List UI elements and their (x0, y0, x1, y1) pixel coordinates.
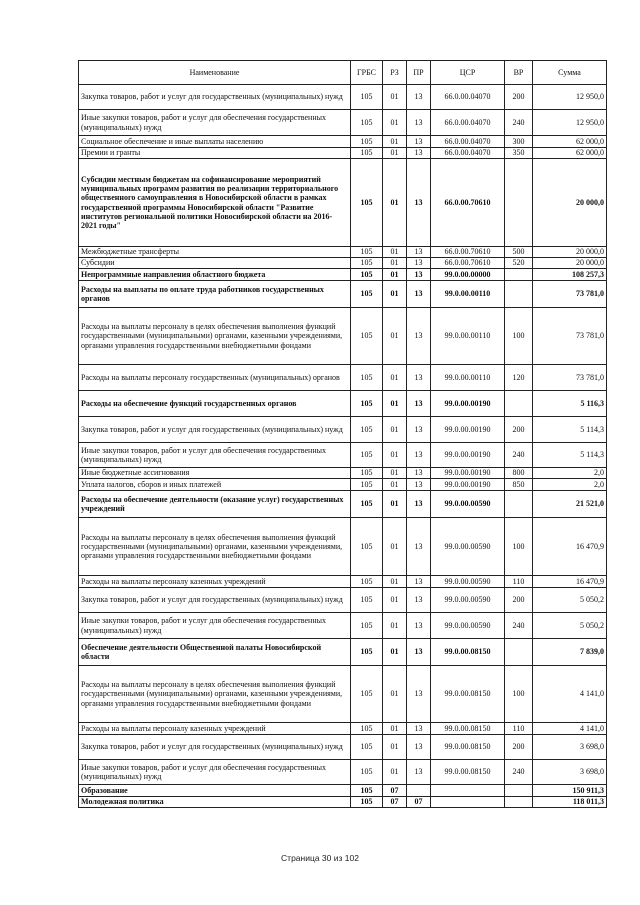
row-name: Расходы на выплаты персоналу в целях обеспечения выполнения функций государственными (муниципальными) органами, казенными учреждениями, органами управления государственными внебюджетными фондами (79, 518, 351, 576)
row-sum: 3 698,0 (533, 760, 607, 785)
row-sum: 20 000,0 (533, 247, 607, 258)
row-name: Иные закупки товаров, работ и услуг для обеспечения государственных (муниципальных) нужд (79, 110, 351, 136)
row-grbs: 105 (351, 468, 383, 479)
budget-table (78, 60, 607, 808)
row-rz: 01 (383, 269, 407, 281)
row-grbs: 105 (351, 576, 383, 588)
row-vr: 200 (505, 85, 533, 110)
row-sum: 12 950,0 (533, 85, 607, 110)
row-grbs: 105 (351, 258, 383, 269)
table-row (79, 760, 607, 785)
table-row (79, 613, 607, 639)
row-csr: 99.0.00.00590 (431, 613, 505, 639)
row-grbs: 105 (351, 417, 383, 443)
row-grbs: 105 (351, 281, 383, 308)
row-pr: 13 (407, 308, 431, 365)
row-sum: 16 470,9 (533, 518, 607, 576)
row-vr: 100 (505, 518, 533, 576)
row-pr: 13 (407, 639, 431, 666)
row-csr: 99.0.00.00590 (431, 576, 505, 588)
row-csr (431, 785, 505, 797)
row-grbs: 105 (351, 760, 383, 785)
row-rz: 01 (383, 417, 407, 443)
row-name: Субсидии (79, 258, 351, 269)
row-rz: 01 (383, 247, 407, 258)
row-csr: 66.0.00.04070 (431, 110, 505, 136)
row-vr: 110 (505, 576, 533, 588)
row-vr: 240 (505, 110, 533, 136)
row-rz: 01 (383, 576, 407, 588)
row-rz: 01 (383, 159, 407, 247)
row-rz: 01 (383, 148, 407, 159)
row-rz: 01 (383, 723, 407, 735)
row-csr: 66.0.00.70610 (431, 159, 505, 247)
row-rz: 01 (383, 443, 407, 468)
row-vr (505, 639, 533, 666)
row-pr: 13 (407, 269, 431, 281)
table-row (79, 479, 607, 491)
row-pr: 13 (407, 85, 431, 110)
row-pr: 13 (407, 613, 431, 639)
row-grbs: 105 (351, 588, 383, 613)
row-csr: 99.0.00.00590 (431, 491, 505, 518)
table-row (79, 159, 607, 247)
row-grbs: 105 (351, 136, 383, 148)
row-grbs: 105 (351, 148, 383, 159)
table-row (79, 136, 607, 148)
table-row (79, 247, 607, 258)
table-header-row (79, 61, 607, 85)
row-name: Закупка товаров, работ и услуг для государственных (муниципальных) нужд (79, 588, 351, 613)
table-row (79, 365, 607, 391)
row-vr: 120 (505, 365, 533, 391)
table-row (79, 308, 607, 365)
row-grbs: 105 (351, 391, 383, 417)
row-csr: 66.0.00.04070 (431, 148, 505, 159)
row-rz: 01 (383, 479, 407, 491)
row-sum: 2,0 (533, 468, 607, 479)
col-header-csr: ЦСР (431, 61, 505, 85)
row-rz: 01 (383, 639, 407, 666)
row-vr (505, 391, 533, 417)
row-grbs: 105 (351, 518, 383, 576)
row-rz: 01 (383, 518, 407, 576)
table-row (79, 468, 607, 479)
row-csr: 99.0.00.00590 (431, 588, 505, 613)
row-name: Образование (79, 785, 351, 797)
row-vr: 100 (505, 308, 533, 365)
row-grbs: 105 (351, 159, 383, 247)
row-csr: 99.0.00.00190 (431, 479, 505, 491)
row-pr: 13 (407, 391, 431, 417)
row-vr: 800 (505, 468, 533, 479)
row-rz: 01 (383, 735, 407, 760)
row-sum: 150 911,3 (533, 785, 607, 797)
table-row (79, 110, 607, 136)
row-csr: 99.0.00.00190 (431, 468, 505, 479)
row-csr: 66.0.00.70610 (431, 247, 505, 258)
row-name: Расходы на выплаты по оплате труда работников государственных органов (79, 281, 351, 308)
row-vr: 240 (505, 613, 533, 639)
col-header-vr: ВР (505, 61, 533, 85)
table-row (79, 797, 607, 808)
row-sum: 5 114,3 (533, 443, 607, 468)
row-sum: 2,0 (533, 479, 607, 491)
row-rz: 01 (383, 491, 407, 518)
row-name: Расходы на выплаты персоналу в целях обеспечения выполнения функций государственными (муниципальными) органами, казенными учреждениями, органами управления государственными внебюджетными фондами (79, 666, 351, 723)
row-grbs: 105 (351, 785, 383, 797)
row-name: Иные закупки товаров, работ и услуг для обеспечения государственных (муниципальных) нужд (79, 443, 351, 468)
table-row (79, 666, 607, 723)
row-grbs: 105 (351, 269, 383, 281)
row-pr: 13 (407, 479, 431, 491)
row-vr: 240 (505, 760, 533, 785)
table-row (79, 258, 607, 269)
row-rz: 01 (383, 365, 407, 391)
col-header-name: Наименование (79, 61, 351, 85)
row-pr (407, 785, 431, 797)
row-pr: 13 (407, 588, 431, 613)
row-pr: 13 (407, 491, 431, 518)
row-sum: 108 257,3 (533, 269, 607, 281)
row-grbs: 105 (351, 308, 383, 365)
row-rz: 01 (383, 588, 407, 613)
row-csr: 99.0.00.08150 (431, 639, 505, 666)
table-row (79, 639, 607, 666)
row-name: Межбюджетные трансферты (79, 247, 351, 258)
row-pr: 13 (407, 365, 431, 391)
row-rz: 01 (383, 613, 407, 639)
row-name: Молодежная политика (79, 797, 351, 808)
row-pr: 13 (407, 281, 431, 308)
row-vr: 520 (505, 258, 533, 269)
row-pr: 13 (407, 247, 431, 258)
row-name: Социальное обеспечение и иные выплаты населению (79, 136, 351, 148)
row-name: Закупка товаров, работ и услуг для государственных (муниципальных) нужд (79, 735, 351, 760)
table-row (79, 148, 607, 159)
row-csr: 99.0.00.00190 (431, 417, 505, 443)
row-sum: 5 114,3 (533, 417, 607, 443)
row-rz: 01 (383, 258, 407, 269)
row-grbs: 105 (351, 735, 383, 760)
row-csr: 99.0.00.00110 (431, 308, 505, 365)
row-rz: 07 (383, 797, 407, 808)
table-row (79, 85, 607, 110)
row-vr: 500 (505, 247, 533, 258)
row-name: Расходы на выплаты персоналу казенных учреждений (79, 723, 351, 735)
col-header-grbs: ГРБС (351, 61, 383, 85)
row-csr: 99.0.00.00590 (431, 518, 505, 576)
row-csr: 99.0.00.00110 (431, 281, 505, 308)
row-pr: 13 (407, 258, 431, 269)
row-rz: 07 (383, 785, 407, 797)
col-header-rz: РЗ (383, 61, 407, 85)
row-vr (505, 491, 533, 518)
row-csr: 99.0.00.08150 (431, 760, 505, 785)
row-sum: 5 116,3 (533, 391, 607, 417)
row-sum: 20 000,0 (533, 159, 607, 247)
row-rz: 01 (383, 110, 407, 136)
row-sum: 5 050,2 (533, 613, 607, 639)
row-pr: 13 (407, 148, 431, 159)
row-name: Расходы на обеспечение деятельности (оказание услуг) государственных учреждений (79, 491, 351, 518)
row-pr: 13 (407, 417, 431, 443)
row-vr: 850 (505, 479, 533, 491)
row-vr (505, 269, 533, 281)
row-sum: 5 050,2 (533, 588, 607, 613)
row-csr: 99.0.00.00110 (431, 365, 505, 391)
row-name: Обеспечение деятельности Общественной палаты Новосибирской области (79, 639, 351, 666)
row-pr: 13 (407, 723, 431, 735)
table-row (79, 588, 607, 613)
row-pr: 07 (407, 797, 431, 808)
table-row (79, 785, 607, 797)
row-rz: 01 (383, 136, 407, 148)
row-csr: 99.0.00.08150 (431, 735, 505, 760)
row-csr: 99.0.00.08150 (431, 666, 505, 723)
table-row (79, 269, 607, 281)
row-sum: 20 000,0 (533, 258, 607, 269)
row-pr: 13 (407, 468, 431, 479)
row-vr: 100 (505, 666, 533, 723)
row-vr: 110 (505, 723, 533, 735)
row-vr: 200 (505, 735, 533, 760)
row-name: Уплата налогов, сборов и иных платежей (79, 479, 351, 491)
row-csr: 99.0.00.00190 (431, 443, 505, 468)
row-rz: 01 (383, 468, 407, 479)
row-pr: 13 (407, 110, 431, 136)
table-row (79, 735, 607, 760)
budget-sheet (78, 60, 606, 808)
row-rz: 01 (383, 85, 407, 110)
row-vr: 350 (505, 148, 533, 159)
row-vr: 240 (505, 443, 533, 468)
row-rz: 01 (383, 391, 407, 417)
row-name: Расходы на выплаты персоналу государственных (муниципальных) органов (79, 365, 351, 391)
row-csr: 66.0.00.70610 (431, 258, 505, 269)
row-grbs: 105 (351, 797, 383, 808)
row-name: Непрограммные направления областного бюджета (79, 269, 351, 281)
row-csr (431, 797, 505, 808)
row-csr: 99.0.00.00190 (431, 391, 505, 417)
row-name: Иные закупки товаров, работ и услуг для обеспечения государственных (муниципальных) нужд (79, 613, 351, 639)
row-name: Субсидии местным бюджетам на софинансирование мероприятий муниципальных программ развития по реализации территориального общественного самоуправления в Новосибирской области в рамках государственной программы Новосибирской области "Развитие институтов региональной политики Новосибирской области на 2016-2021 годы" (79, 159, 351, 247)
row-rz: 01 (383, 666, 407, 723)
row-pr: 13 (407, 666, 431, 723)
row-pr: 13 (407, 518, 431, 576)
row-grbs: 105 (351, 247, 383, 258)
row-sum: 62 000,0 (533, 148, 607, 159)
row-rz: 01 (383, 308, 407, 365)
row-grbs: 105 (351, 365, 383, 391)
row-name: Расходы на обеспечение функций государственных органов (79, 391, 351, 417)
row-sum: 12 950,0 (533, 110, 607, 136)
row-pr: 13 (407, 576, 431, 588)
row-sum: 21 521,0 (533, 491, 607, 518)
row-name: Закупка товаров, работ и услуг для государственных (муниципальных) нужд (79, 417, 351, 443)
table-row (79, 491, 607, 518)
row-sum: 16 470,9 (533, 576, 607, 588)
row-sum: 73 781,0 (533, 308, 607, 365)
row-sum: 7 839,0 (533, 639, 607, 666)
row-name: Расходы на выплаты персоналу в целях обеспечения выполнения функций государственными (муниципальными) органами, казенными учреждениями, органами управления государственными внебюджетными фондами (79, 308, 351, 365)
table-row (79, 417, 607, 443)
row-sum: 118 011,3 (533, 797, 607, 808)
table-row (79, 391, 607, 417)
row-pr: 13 (407, 760, 431, 785)
row-sum: 4 141,0 (533, 723, 607, 735)
table-row (79, 281, 607, 308)
row-rz: 01 (383, 281, 407, 308)
row-csr: 99.0.00.00000 (431, 269, 505, 281)
row-name: Иные закупки товаров, работ и услуг для обеспечения государственных (муниципальных) нужд (79, 760, 351, 785)
row-grbs: 105 (351, 110, 383, 136)
row-grbs: 105 (351, 85, 383, 110)
row-pr: 13 (407, 159, 431, 247)
row-pr: 13 (407, 136, 431, 148)
row-grbs: 105 (351, 491, 383, 518)
row-grbs: 105 (351, 479, 383, 491)
row-rz: 01 (383, 760, 407, 785)
col-header-pr: ПР (407, 61, 431, 85)
row-grbs: 105 (351, 639, 383, 666)
row-vr (505, 785, 533, 797)
row-vr (505, 797, 533, 808)
page-number: Страница 30 из 102 (281, 853, 359, 863)
row-sum: 4 141,0 (533, 666, 607, 723)
col-header-sum: Сумма (533, 61, 607, 85)
row-name: Закупка товаров, работ и услуг для государственных (муниципальных) нужд (79, 85, 351, 110)
row-vr (505, 281, 533, 308)
row-sum: 3 698,0 (533, 735, 607, 760)
row-vr (505, 159, 533, 247)
row-name: Премии и гранты (79, 148, 351, 159)
row-name: Расходы на выплаты персоналу казенных учреждений (79, 576, 351, 588)
row-vr: 300 (505, 136, 533, 148)
row-name: Иные бюджетные ассигнования (79, 468, 351, 479)
table-row (79, 443, 607, 468)
row-sum: 73 781,0 (533, 281, 607, 308)
row-csr: 66.0.00.04070 (431, 136, 505, 148)
row-vr: 200 (505, 417, 533, 443)
row-csr: 99.0.00.08150 (431, 723, 505, 735)
table-row (79, 576, 607, 588)
row-pr: 13 (407, 735, 431, 760)
table-row (79, 518, 607, 576)
row-grbs: 105 (351, 723, 383, 735)
table-row (79, 723, 607, 735)
row-grbs: 105 (351, 666, 383, 723)
row-grbs: 105 (351, 443, 383, 468)
row-sum: 73 781,0 (533, 365, 607, 391)
row-vr: 200 (505, 588, 533, 613)
row-sum: 62 000,0 (533, 136, 607, 148)
row-csr: 66.0.00.04070 (431, 85, 505, 110)
row-grbs: 105 (351, 613, 383, 639)
row-pr: 13 (407, 443, 431, 468)
